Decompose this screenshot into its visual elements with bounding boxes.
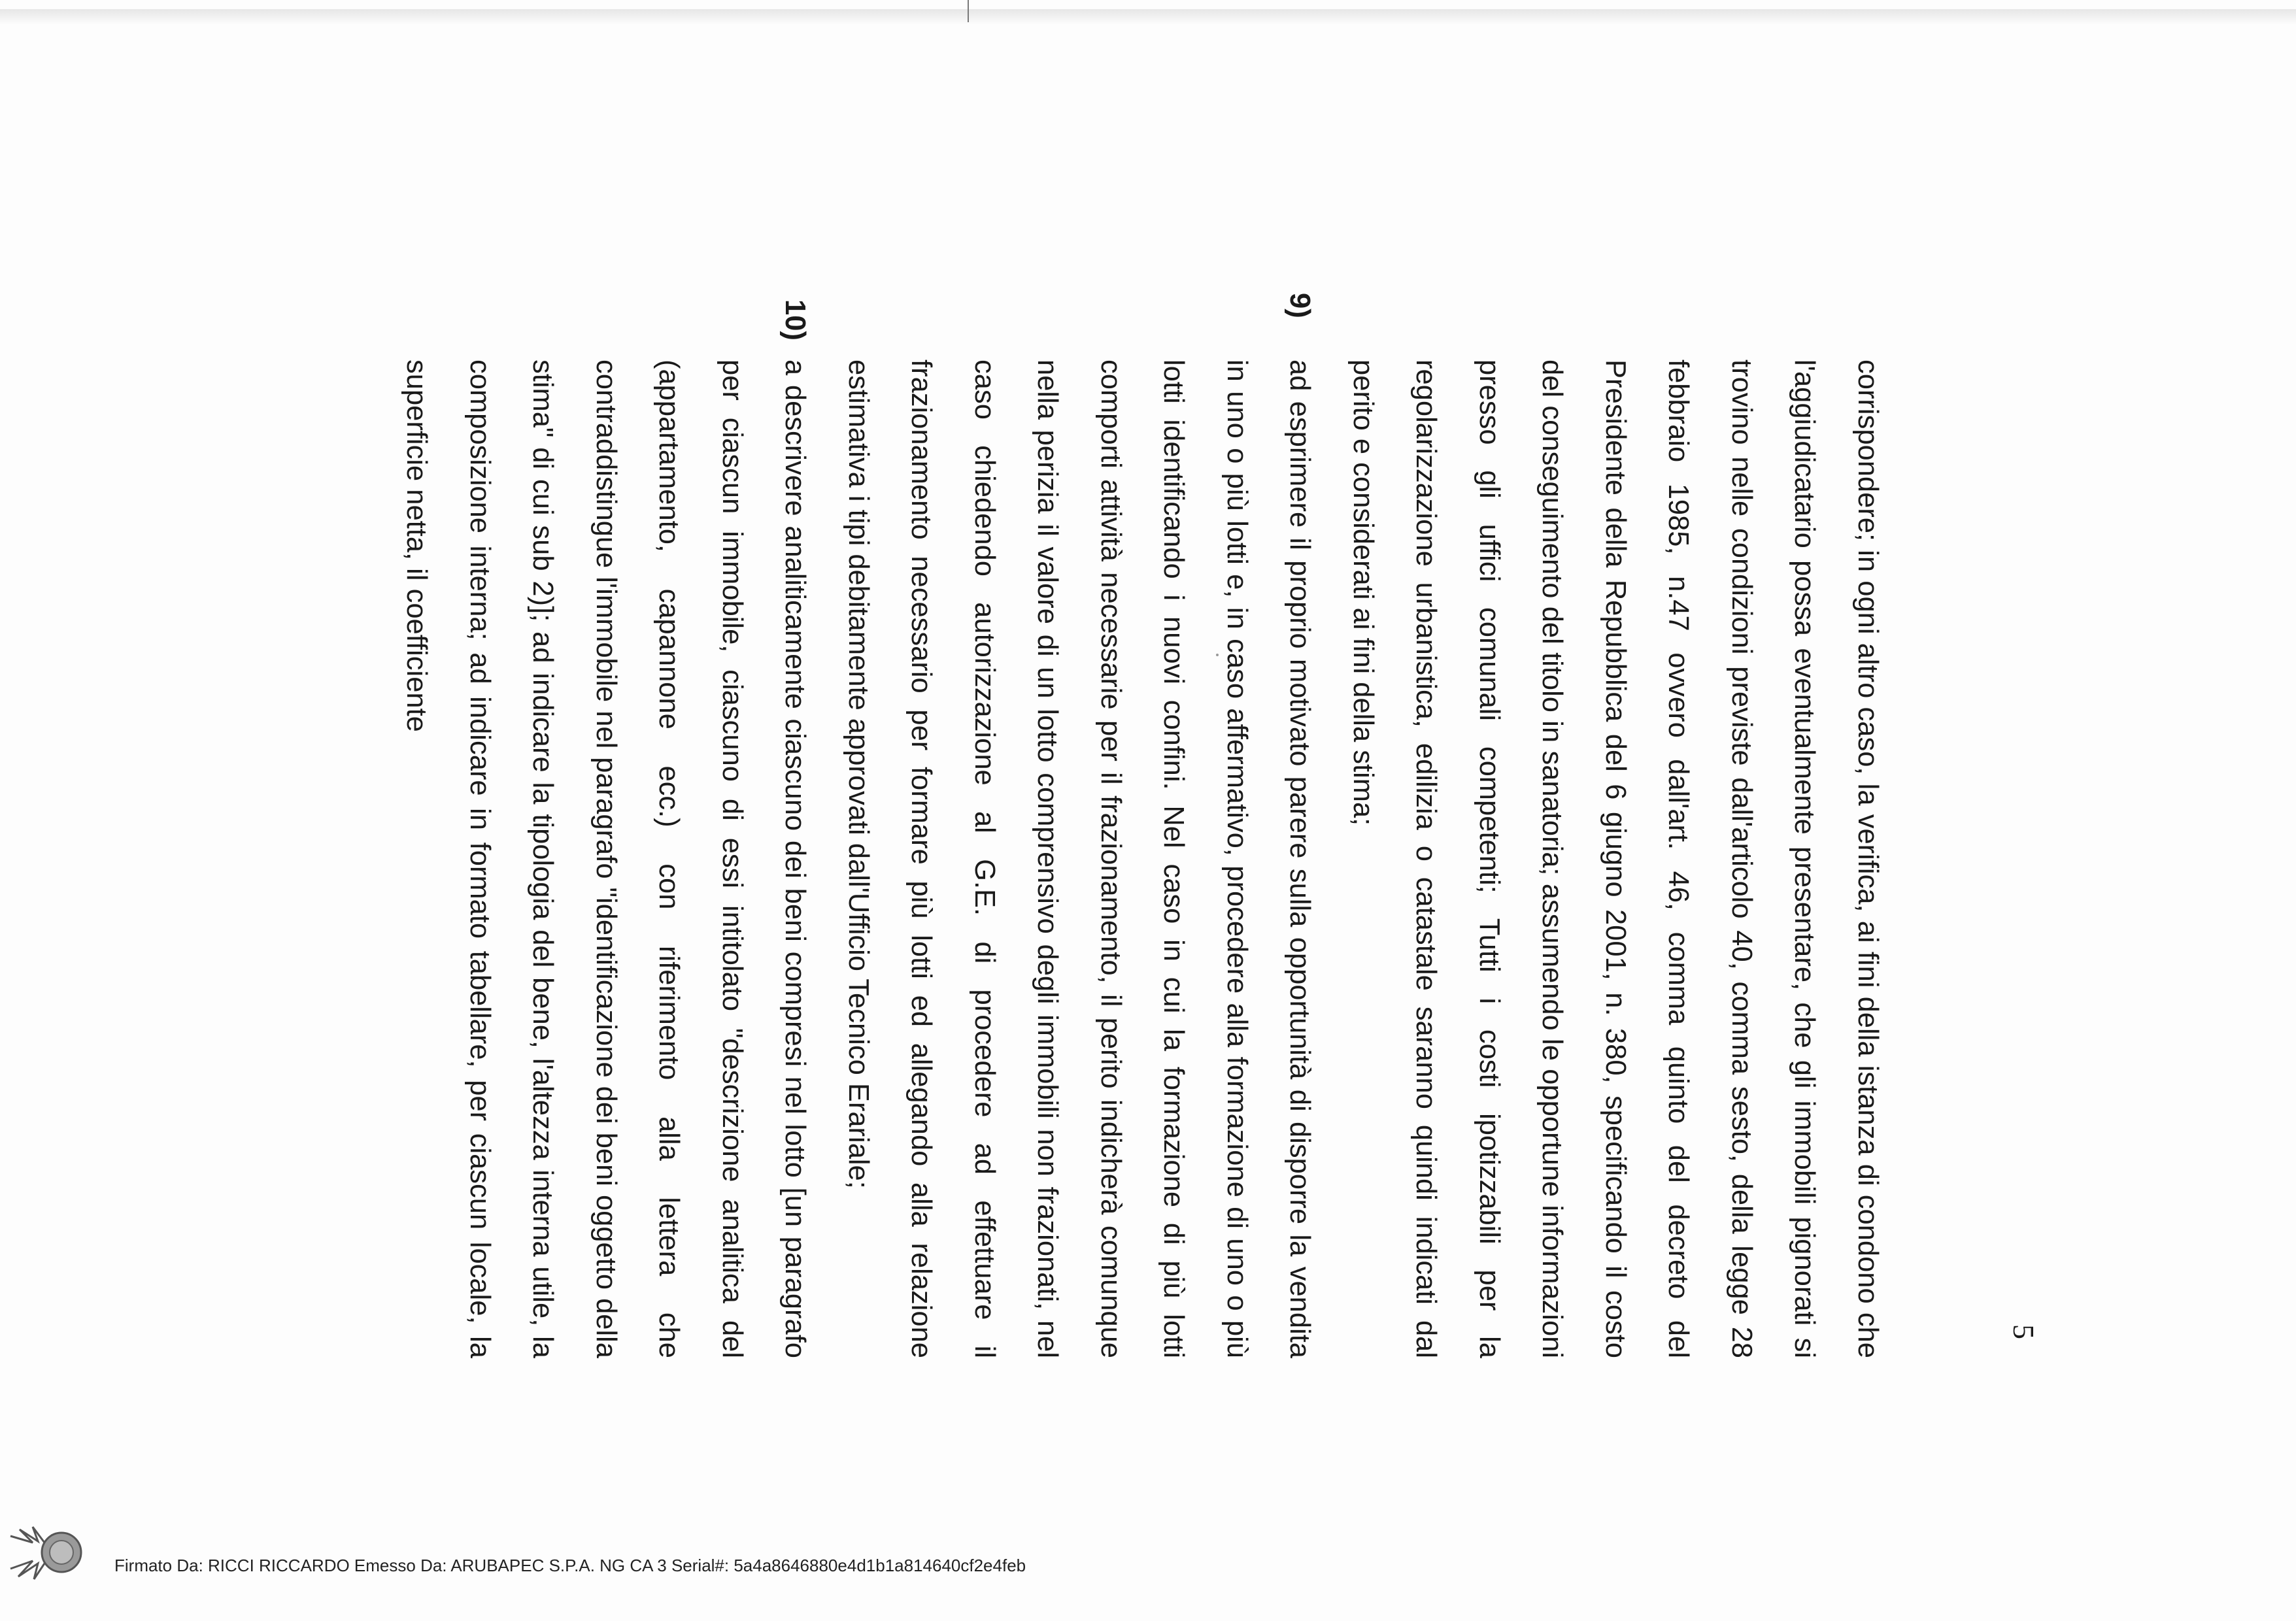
continuation-paragraph: corrispondere; in ogni altro caso, la verifica, ai fini della istanza di condono che l'aggiudicatario possa eventualmente presentare, che gli immobili pignorati si trovino nelle condizioni previste dall'articolo 40, comma sesto, della legge 28 febbraio 1985, n.47 ovvero dall'art. 46, comma quinto del decreto del Presidente della Repubblica del 6 giugno 2001, n. 380, specificando il costo del conseguimento del titolo in sanatoria; assumendo le opportune informazioni presso gli uffici comunali competenti; Tutti i costi ipotizzabili per la regolarizzazione urbanistica, edilizia o catastale saranno quindi indicati dal perito e considerati ai fini della stima; — [1347, 359, 1883, 1358]
document-body — [385, 293, 1899, 1358]
item-9-text: ad esprimere il proprio motivato parere sulla opportunità di disporre la vendita in uno o più lotti e, in caso affermativo, procedere alla formazione di uno o più lotti identificando i nuovi confini. Nel caso in cui la formazione di più lotti comporti attività necessarie per il frazionamento, il perito indicherà comunque nella perizia il valore di un lotto comprensivo degli immobili non frazionati, nel caso chiedendo autorizzazione al G.E. di procedere ad effettuare il frazionamento necessario per formare più lotti ed allegando alla relazione estimativa i tipi debitamente approvati dall'Ufficio Tecnico Erariale; — [843, 359, 1316, 1358]
page-number: 5 — [2007, 1324, 2040, 1339]
item-number-9: 9) — [1284, 293, 1316, 318]
list-item-9 — [827, 293, 1332, 1358]
item-number-10: 10) — [779, 299, 811, 341]
list-item-10 — [385, 299, 827, 1358]
scan-mark — [968, 0, 969, 22]
item-10-text: a descrivere analiticamente ciascuno dei beni compresi nel lotto [un paragrafo per ciascun immobile, ciascuno di essi intitolato "descrizione analitica del (appartamento, capannone ecc.) con riferimento alla lettera che contraddistingue l'immobile nel paragrafo "identificazione dei beni oggetto della stima" di cui sub 2)]; ad indicare la tipologia del bene, l'altezza interna utile, la composizione interna; ad indicare in formato tabellare, per ciascun locale, la superficie netta, il coefficiente — [401, 359, 811, 1358]
digital-signature-line: Firmato Da: RICCI RICCARDO Emesso Da: ARUBAPEC S.P.A. NG CA 3 Serial#: 5a4a8646880e4d1b1a814640cf2e4feb — [114, 1556, 1026, 1575]
scan-edge — [0, 9, 2296, 25]
signature-seal-icon — [7, 1523, 98, 1582]
